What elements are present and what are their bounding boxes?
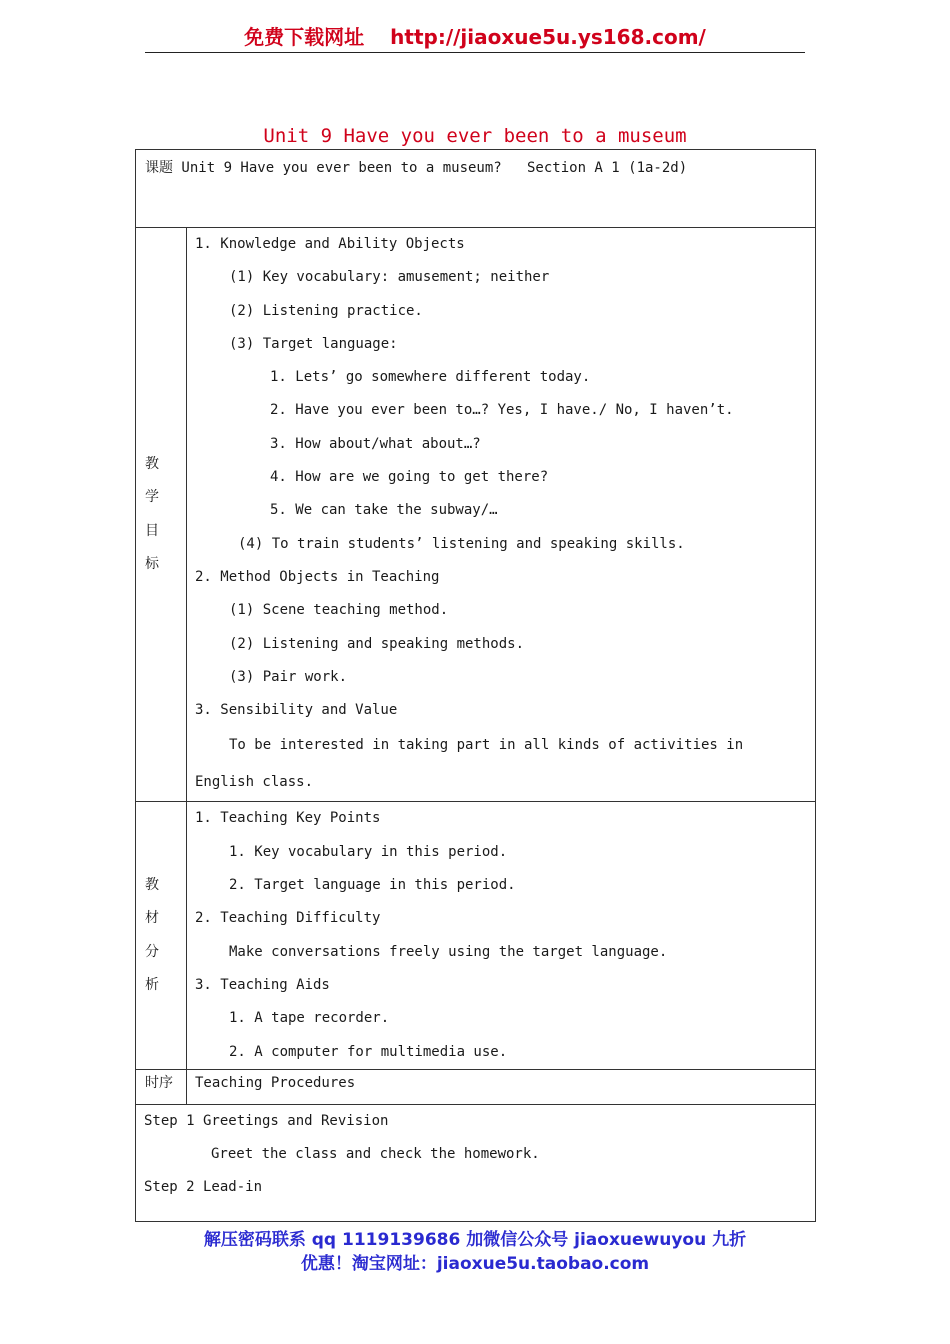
objective-line: 1. Knowledge and Ability Objects: [195, 236, 465, 252]
steps-row: [136, 1104, 816, 1221]
objective-line: (1) Scene teaching method.: [229, 602, 449, 619]
objective-line: (3) Pair work.: [229, 668, 348, 685]
analysis-line: 1. Key vocabulary in this period.: [229, 843, 508, 860]
objectives-content: [187, 228, 816, 802]
step-line: Step 1 Greetings and Revision: [144, 1112, 389, 1129]
analysis-row: [136, 802, 816, 1069]
objective-line: English class.: [195, 774, 314, 791]
footer-line-2: 优惠！淘宝网址：jiaoxue5u.taobao.com: [300, 1254, 650, 1274]
header-label: 免费下载网址: [244, 25, 365, 49]
analysis-line: Make conversations freely using the target language.: [229, 943, 668, 960]
step-line: Step 2 Lead-in: [144, 1179, 263, 1196]
document-title: Unit 9 Have you ever been to a museum: [263, 125, 687, 147]
objective-line: 1. Lets’ go somewhere different today.: [270, 369, 591, 386]
analysis-line: 3. Teaching Aids: [195, 976, 330, 993]
analysis-line: 2. Teaching Difficulty: [195, 910, 381, 927]
objective-line: (4) To train students’ listening and speaking skills.: [238, 535, 685, 552]
objective-line: 3. How about/what about…?: [270, 435, 481, 452]
footer-line-1: 解压密码联系 qq 1119139686 加微信公众号 jiaoxuewuyou 九折: [203, 1230, 747, 1250]
topic-row: [136, 150, 816, 228]
objective-line: (1) Key vocabulary: amusement; neither: [229, 269, 550, 286]
objectives-row: [136, 228, 816, 802]
objective-line: 2. Method Objects in Teaching: [195, 568, 440, 585]
procedures-header-row: [136, 1069, 816, 1104]
analysis-line: 1. A tape recorder.: [229, 1010, 390, 1027]
procedures-label: 时序: [136, 1069, 187, 1104]
topic-text: 课题 Unit 9 Have you ever been to a museum? Section A 1 (1a-2d): [145, 160, 688, 176]
analysis-line: 1. Teaching Key Points: [195, 810, 381, 827]
objectives-label: 教 学 目 标: [136, 228, 187, 802]
header-url-link[interactable]: http://jiaoxue5u.ys168.com/: [390, 25, 706, 49]
analysis-line: 2. Target language in this period.: [229, 877, 516, 894]
analysis-content: [187, 802, 816, 1069]
objective-line: To be interested in taking part in all kinds of activities in: [229, 737, 744, 754]
objective-line: (2) Listening practice.: [229, 302, 423, 319]
objective-line: (2) Listening and speaking methods.: [229, 635, 525, 652]
objective-line: 4. How are we going to get there?: [270, 469, 549, 486]
objective-line: 2. Have you ever been to…? Yes, I have./ No, I haven’t.: [270, 402, 734, 419]
objective-line: (3) Target language:: [229, 335, 398, 352]
objective-line: 3. Sensibility and Value: [195, 702, 398, 719]
procedures-title: Teaching Procedures: [187, 1069, 816, 1104]
analysis-line: 2. A computer for multimedia use.: [229, 1043, 508, 1060]
step-line: Greet the class and check the homework.: [211, 1146, 540, 1163]
contact-footer: [0, 1228, 950, 1276]
download-header: [145, 22, 805, 53]
analysis-label: 教 材 分 析: [136, 802, 187, 1069]
objective-line: 5. We can take the subway/…: [270, 502, 498, 519]
lesson-plan-table: [135, 149, 816, 1222]
